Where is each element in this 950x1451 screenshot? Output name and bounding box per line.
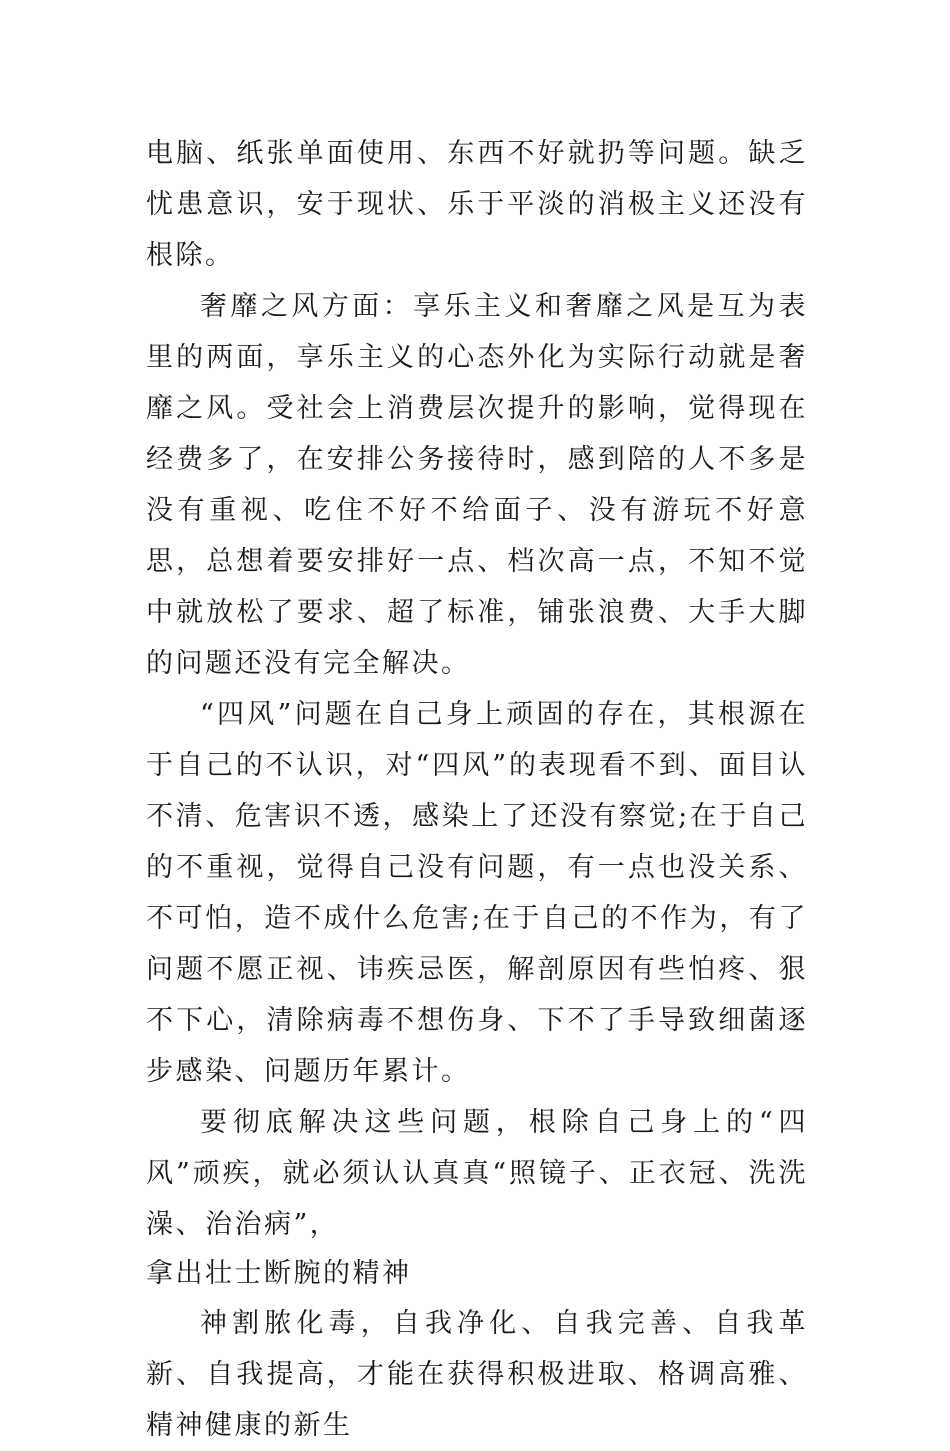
paragraph-self-improvement: 神割脓化毒，自我净化、自我完善、自我革新、自我提高，才能在获得积极进取、格调高雅、精神健康的新生 bbox=[146, 1308, 808, 1441]
paragraph-extravagance: 奢靡之风方面：享乐主义和奢靡之风是互为表里的两面，享乐主义的心态外化为实际行动就是奢靡之风。受社会上消费层次提升的影响，觉得现在经费多了，在安排公务接待时，感到陪的人不多是没有重视、吃住不好不给面子、没有游玩不好意思，总想着要安排好一点、档次高一点，不知不觉中就放松了要求、超了标准，铺张浪费、大手大脚的问题还没有完全解决。 bbox=[146, 291, 808, 679]
document-body bbox=[146, 128, 808, 1451]
paragraph-resolution: 要彻底解决这些问题，根除自己身上的“四风”顽疾，就必须认认真真“照镜子、正衣冠、洗洗澡、治治病”， bbox=[146, 1107, 808, 1240]
paragraph-root-causes: “四风”问题在自己身上顽固的存在，其根源在于自己的不认识，对“四风”的表现看不到、面目认不清、危害识不透，感染上了还没有察觉;在于自己的不重视，觉得自己没有问题，有一点也没关系、不可怕，造不成什么危害;在于自己的不作为，有了问题不愿正视、讳疾忌医，解剖原因有些怕疼、狠不下心，清除病毒不想伤身、下不了手导致细菌逐步感染、问题历年累计。 bbox=[146, 699, 808, 1087]
paragraph-spirit-line: 拿出壮士断腕的精神 bbox=[146, 1258, 412, 1289]
paragraph-continuation: 电脑、纸张单面使用、东西不好就扔等问题。缺乏忧患意识，安于现状、乐于平淡的消极主义还没有根除。 bbox=[146, 138, 808, 271]
